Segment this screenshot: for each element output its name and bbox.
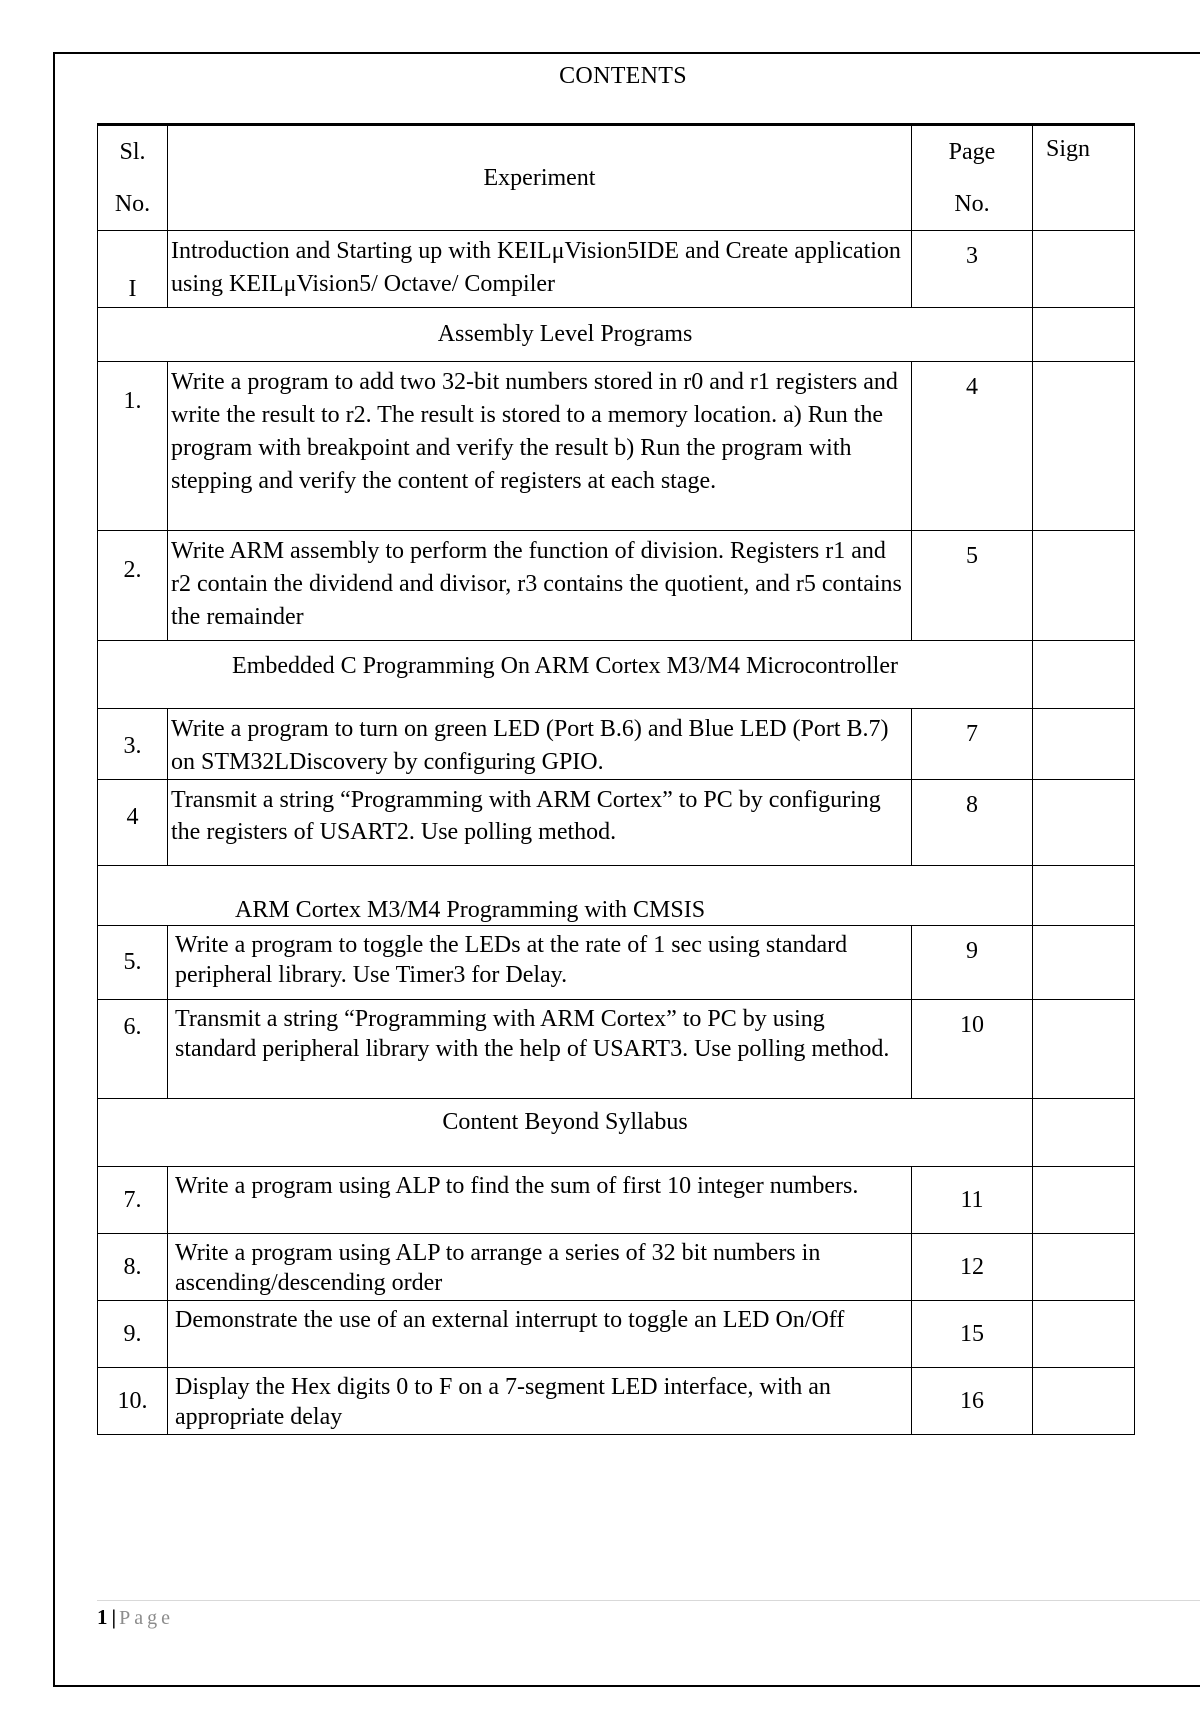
- page-no: 12: [912, 1234, 1033, 1301]
- sign-cell: [1033, 308, 1135, 362]
- sign-cell: [1033, 1000, 1135, 1099]
- sl-no-header: Sl. No.: [98, 125, 168, 231]
- contents-table: [97, 123, 1135, 1435]
- page-no: 11: [912, 1167, 1033, 1234]
- experiment-text: Transmit a string “Programming with ARM Cortex” to PC by using standard peripheral library with the help of USART3. Use polling method.: [168, 1000, 912, 1099]
- table-row: [98, 926, 1135, 1000]
- experiment-text: Write a program to add two 32-bit numbers stored in r0 and r1 registers and write the result to r2. The result is stored to a memory location. a) Run the program with breakpoint and verify the result b) Run the program with stepping and verify the content of registers at each stage.: [168, 362, 912, 531]
- experiment-text: Write a program using ALP to arrange a series of 32 bit numbers in ascending/descending order: [168, 1234, 912, 1301]
- sl-no: 5.: [98, 926, 168, 1000]
- sign-cell: [1033, 362, 1135, 531]
- page-no-header: Page No.: [912, 125, 1033, 231]
- experiment-header: Experiment: [168, 125, 912, 231]
- table-row: [98, 1000, 1135, 1099]
- experiment-text: Write ARM assembly to perform the function of division. Registers r1 and r2 contain the dividend and divisor, r3 contains the quotient, and r5 contains the remainder: [168, 531, 912, 641]
- sl-no: 7.: [98, 1167, 168, 1234]
- experiment-text: Write a program using ALP to find the sum of first 10 integer numbers.: [168, 1167, 912, 1234]
- sign-cell: [1033, 231, 1135, 308]
- sign-cell: [1033, 1301, 1135, 1368]
- sign-cell: [1033, 1368, 1135, 1435]
- sl-no: 10.: [98, 1368, 168, 1435]
- experiment-text: Display the Hex digits 0 to F on a 7-segment LED interface, with an appropriate delay: [168, 1368, 912, 1435]
- page-no: 7: [912, 709, 1033, 780]
- table-row: [98, 531, 1135, 641]
- sl-no: 3.: [98, 709, 168, 780]
- sl-no: 8.: [98, 1234, 168, 1301]
- page-number: 1: [97, 1605, 108, 1629]
- sign-cell: [1033, 1167, 1135, 1234]
- page-no: 9: [912, 926, 1033, 1000]
- page-no: 4: [912, 362, 1033, 531]
- sl-no: 9.: [98, 1301, 168, 1368]
- section-title: ARM Cortex M3/M4 Programming with CMSIS: [98, 866, 1033, 926]
- section-row: [98, 866, 1135, 926]
- section-title: Assembly Level Programs: [98, 308, 1033, 362]
- sl-no: 2.: [98, 531, 168, 641]
- page-label: Page: [119, 1607, 175, 1629]
- experiment-text: Write a program to turn on green LED (Port B.6) and Blue LED (Port B.7) on STM32LDiscovery by configuring GPIO.: [168, 709, 912, 780]
- sign-cell: [1033, 641, 1135, 709]
- page-no: 8: [912, 780, 1033, 866]
- table-row: [98, 1234, 1135, 1301]
- section-row: [98, 1099, 1135, 1167]
- page-no: 3: [912, 231, 1033, 308]
- page-no: 15: [912, 1301, 1033, 1368]
- page-no: 10: [912, 1000, 1033, 1099]
- experiment-text: Introduction and Starting up with KEILμVision5IDE and Create application using KEILμVision5/ Octave/ Compiler: [168, 231, 912, 308]
- section-row: [98, 641, 1135, 709]
- footer-rule: [97, 1600, 1200, 1601]
- table-row: [98, 1167, 1135, 1234]
- page-no: 5: [912, 531, 1033, 641]
- sign-cell: [1033, 866, 1135, 926]
- sl-no: I: [98, 231, 168, 308]
- section-title: Content Beyond Syllabus: [98, 1099, 1033, 1167]
- sign-header: Sign: [1033, 125, 1135, 231]
- experiment-text: Write a program to toggle the LEDs at the rate of 1 sec using standard peripheral library. Use Timer3 for Delay.: [168, 926, 912, 1000]
- sign-cell: [1033, 926, 1135, 1000]
- sign-cell: [1033, 531, 1135, 641]
- sign-cell: [1033, 1234, 1135, 1301]
- page-no: 16: [912, 1368, 1033, 1435]
- section-title: Embedded C Programming On ARM Cortex M3/M4 Microcontroller: [98, 641, 1033, 709]
- table-header-row: [98, 125, 1135, 231]
- sign-cell: [1033, 780, 1135, 866]
- table-row: [98, 1368, 1135, 1435]
- sl-no: 4: [98, 780, 168, 866]
- experiment-text: Transmit a string “Programming with ARM Cortex” to PC by configuring the registers of USART2. Use polling method.: [168, 780, 912, 866]
- sign-cell: [1033, 709, 1135, 780]
- page-title: CONTENTS: [559, 63, 687, 89]
- sl-no: 6.: [98, 1000, 168, 1099]
- page-footer: [97, 1605, 174, 1630]
- table-row: [98, 709, 1135, 780]
- table-row: [98, 231, 1135, 308]
- table-row: [98, 1301, 1135, 1368]
- section-row: [98, 308, 1135, 362]
- sign-cell: [1033, 1099, 1135, 1167]
- experiment-text: Demonstrate the use of an external interrupt to toggle an LED On/Off: [168, 1301, 912, 1368]
- sl-no: 1.: [98, 362, 168, 531]
- table-row: [98, 780, 1135, 866]
- table-row: [98, 362, 1135, 531]
- footer-separator: |: [111, 1605, 117, 1629]
